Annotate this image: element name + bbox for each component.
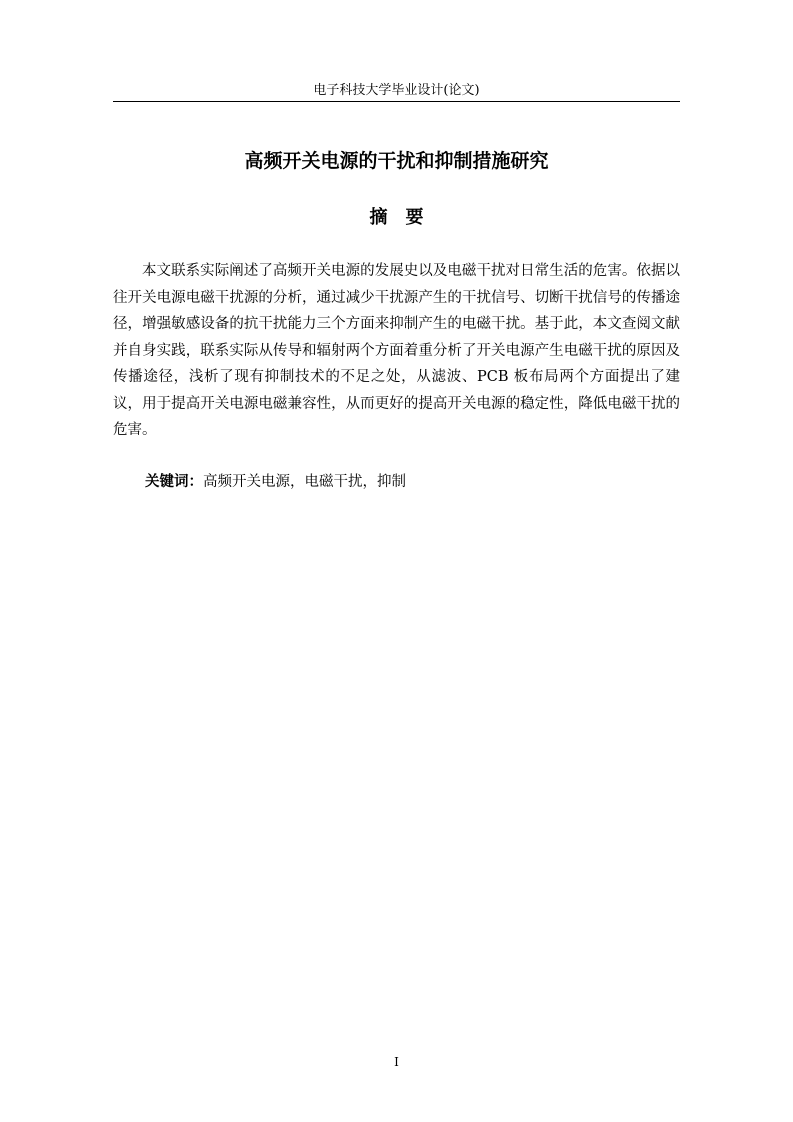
keywords-line <box>145 469 680 495</box>
keywords-value: 高频开关电源，电磁干扰，抑制 <box>203 474 406 490</box>
abstract-body: 本文联系实际阐述了高频开关电源的发展史以及电磁干扰对日常生活的危害。依据以往开关电源电磁干扰源的分析，通过减少干扰源产生的干扰信号、切断干扰信号的传播途径，增强敏感设备的抗干扰能力三个方面来抑制产生的电磁干扰。基于此，本文查阅文献并自身实践，联系实际从传导和辐射两个方面着重分析了开关电源产生电磁干扰的原因及传播途径，浅析了现有抑制技术的不足之处，从滤波、PCB 板布局两个方面提出了建议，用于提高开关电源电磁兼容性，从而更好的提高开关电源的稳定性，降低电磁干扰的危害。 <box>113 263 680 438</box>
running-header: 电子科技大学毕业设计(论文) <box>313 83 480 98</box>
page-number: I <box>394 1055 399 1069</box>
keywords-label: 关键词： <box>145 473 203 490</box>
paper-title: 高频开关电源的干扰和抑制措施研究 <box>244 150 549 172</box>
header-divider <box>113 101 680 102</box>
abstract-heading: 摘要 <box>369 207 442 228</box>
